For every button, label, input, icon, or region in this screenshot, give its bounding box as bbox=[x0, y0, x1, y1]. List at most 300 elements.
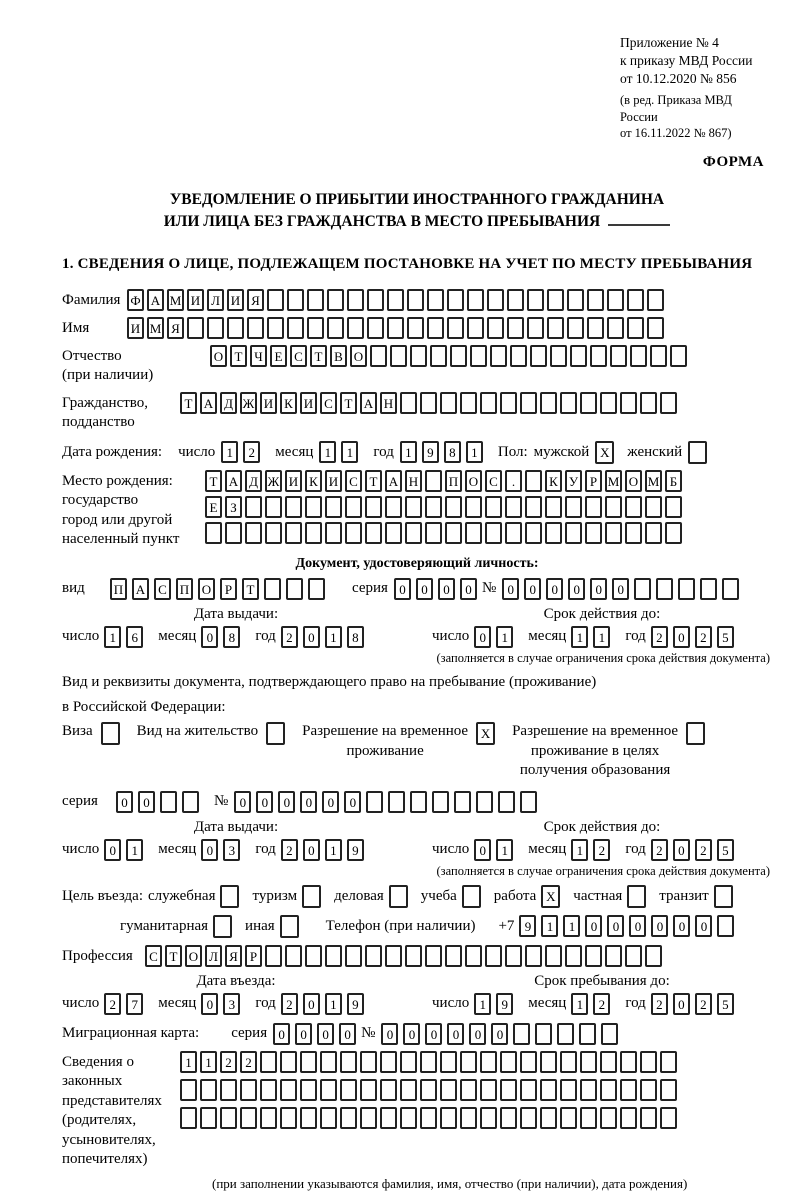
char-cell[interactable] bbox=[420, 1051, 437, 1073]
char-cell[interactable] bbox=[207, 317, 224, 339]
entry-month-cells[interactable] bbox=[201, 993, 245, 1015]
char-cell[interactable]: 1 bbox=[474, 993, 491, 1015]
char-cell[interactable] bbox=[460, 392, 477, 414]
char-cell[interactable] bbox=[220, 1079, 237, 1101]
char-cell[interactable]: Ж bbox=[240, 392, 257, 414]
char-cell[interactable] bbox=[240, 1107, 257, 1129]
char-cell[interactable]: 7 bbox=[126, 993, 143, 1015]
char-cell[interactable]: К bbox=[305, 470, 322, 492]
char-cell[interactable] bbox=[200, 1107, 217, 1129]
char-cell[interactable] bbox=[265, 522, 282, 544]
char-cell[interactable]: 0 bbox=[322, 791, 339, 813]
char-cell[interactable]: Ч bbox=[250, 345, 267, 367]
char-cell[interactable]: 2 bbox=[281, 993, 298, 1015]
char-cell[interactable] bbox=[525, 945, 542, 967]
char-cell[interactable]: 0 bbox=[201, 839, 218, 861]
char-cell[interactable] bbox=[440, 1079, 457, 1101]
char-cell[interactable]: П bbox=[176, 578, 193, 600]
char-cell[interactable]: Ф bbox=[127, 289, 144, 311]
char-cell[interactable] bbox=[505, 945, 522, 967]
char-cell[interactable] bbox=[580, 1107, 597, 1129]
char-cell[interactable] bbox=[410, 345, 427, 367]
char-cell[interactable]: 2 bbox=[695, 993, 712, 1015]
char-cell[interactable] bbox=[430, 345, 447, 367]
char-cell[interactable] bbox=[660, 1051, 677, 1073]
char-cell[interactable] bbox=[678, 578, 695, 600]
char-cell[interactable] bbox=[580, 1079, 597, 1101]
char-cell[interactable]: 2 bbox=[593, 993, 610, 1015]
char-cell[interactable] bbox=[560, 392, 577, 414]
char-cell[interactable] bbox=[700, 578, 717, 600]
char-cell[interactable]: У bbox=[565, 470, 582, 492]
char-cell[interactable] bbox=[607, 317, 624, 339]
char-cell[interactable] bbox=[547, 289, 564, 311]
char-cell[interactable] bbox=[570, 345, 587, 367]
char-cell[interactable]: 0 bbox=[474, 626, 491, 648]
char-cell[interactable] bbox=[380, 1051, 397, 1073]
char-cell[interactable] bbox=[520, 392, 537, 414]
char-cell[interactable] bbox=[445, 945, 462, 967]
char-cell[interactable] bbox=[487, 317, 504, 339]
char-cell[interactable] bbox=[265, 496, 282, 518]
char-cell[interactable]: И bbox=[260, 392, 277, 414]
char-cell[interactable] bbox=[480, 392, 497, 414]
char-cell[interactable] bbox=[547, 317, 564, 339]
char-cell[interactable]: 2 bbox=[281, 839, 298, 861]
char-cell[interactable] bbox=[447, 289, 464, 311]
char-cell[interactable]: 0 bbox=[138, 791, 155, 813]
char-cell[interactable] bbox=[385, 945, 402, 967]
char-cell[interactable] bbox=[688, 441, 707, 464]
char-cell[interactable]: С bbox=[145, 945, 162, 967]
char-cell[interactable]: Т bbox=[165, 945, 182, 967]
char-cell[interactable] bbox=[640, 1107, 657, 1129]
representatives-line1[interactable] bbox=[180, 1051, 680, 1073]
char-cell[interactable] bbox=[360, 1079, 377, 1101]
char-cell[interactable]: 0 bbox=[317, 1023, 334, 1045]
char-cell[interactable] bbox=[660, 392, 677, 414]
stay-year-cells[interactable] bbox=[651, 993, 739, 1015]
char-cell[interactable] bbox=[366, 791, 383, 813]
char-cell[interactable] bbox=[580, 392, 597, 414]
char-cell[interactable] bbox=[460, 1107, 477, 1129]
char-cell[interactable] bbox=[305, 496, 322, 518]
char-cell[interactable]: 0 bbox=[590, 578, 607, 600]
char-cell[interactable] bbox=[325, 945, 342, 967]
char-cell[interactable]: 0 bbox=[234, 791, 251, 813]
char-cell[interactable] bbox=[647, 317, 664, 339]
char-cell[interactable]: Б bbox=[665, 470, 682, 492]
char-cell[interactable]: И bbox=[325, 470, 342, 492]
char-cell[interactable] bbox=[440, 1051, 457, 1073]
char-cell[interactable]: Т bbox=[230, 345, 247, 367]
char-cell[interactable]: С bbox=[154, 578, 171, 600]
char-cell[interactable] bbox=[445, 496, 462, 518]
char-cell[interactable] bbox=[535, 1023, 552, 1045]
char-cell[interactable] bbox=[440, 392, 457, 414]
char-cell[interactable] bbox=[180, 1079, 197, 1101]
migration-number-cells[interactable] bbox=[381, 1023, 623, 1045]
issue-month-cells[interactable] bbox=[201, 839, 245, 861]
char-cell[interactable] bbox=[565, 496, 582, 518]
char-cell[interactable]: 1 bbox=[571, 993, 588, 1015]
char-cell[interactable]: 1 bbox=[180, 1051, 197, 1073]
char-cell[interactable] bbox=[500, 1079, 517, 1101]
char-cell[interactable]: Н bbox=[405, 470, 422, 492]
char-cell[interactable]: 0 bbox=[300, 791, 317, 813]
char-cell[interactable] bbox=[420, 1107, 437, 1129]
char-cell[interactable] bbox=[302, 885, 321, 908]
char-cell[interactable] bbox=[670, 345, 687, 367]
char-cell[interactable] bbox=[388, 791, 405, 813]
char-cell[interactable]: О bbox=[185, 945, 202, 967]
char-cell[interactable] bbox=[287, 317, 304, 339]
char-cell[interactable] bbox=[447, 317, 464, 339]
char-cell[interactable] bbox=[380, 1107, 397, 1129]
char-cell[interactable]: М bbox=[605, 470, 622, 492]
char-cell[interactable]: О bbox=[210, 345, 227, 367]
char-cell[interactable] bbox=[280, 1107, 297, 1129]
char-cell[interactable] bbox=[347, 289, 364, 311]
char-cell[interactable] bbox=[405, 496, 422, 518]
char-cell[interactable]: 1 bbox=[319, 441, 336, 463]
char-cell[interactable]: 9 bbox=[519, 915, 536, 937]
char-cell[interactable]: А bbox=[200, 392, 217, 414]
char-cell[interactable]: 5 bbox=[717, 839, 734, 861]
char-cell[interactable] bbox=[527, 317, 544, 339]
char-cell[interactable] bbox=[640, 392, 657, 414]
char-cell[interactable] bbox=[500, 1051, 517, 1073]
char-cell[interactable] bbox=[498, 791, 515, 813]
char-cell[interactable] bbox=[260, 1107, 277, 1129]
char-cell[interactable] bbox=[585, 522, 602, 544]
char-cell[interactable] bbox=[605, 496, 622, 518]
char-cell[interactable] bbox=[620, 1107, 637, 1129]
char-cell[interactable] bbox=[465, 496, 482, 518]
char-cell[interactable] bbox=[425, 470, 442, 492]
char-cell[interactable] bbox=[400, 1079, 417, 1101]
char-cell[interactable]: 2 bbox=[651, 839, 668, 861]
char-cell[interactable]: Т bbox=[205, 470, 222, 492]
char-cell[interactable]: 0 bbox=[673, 993, 690, 1015]
char-cell[interactable] bbox=[285, 522, 302, 544]
char-cell[interactable]: А bbox=[360, 392, 377, 414]
char-cell[interactable]: 0 bbox=[524, 578, 541, 600]
expiry-year-cells[interactable] bbox=[651, 839, 739, 861]
residence-number-cells[interactable] bbox=[234, 791, 542, 813]
entry-day-cells[interactable] bbox=[104, 993, 148, 1015]
char-cell[interactable]: 2 bbox=[281, 626, 298, 648]
char-cell[interactable] bbox=[485, 522, 502, 544]
char-cell[interactable]: 2 bbox=[243, 441, 260, 463]
char-cell[interactable] bbox=[454, 791, 471, 813]
char-cell[interactable]: 2 bbox=[651, 626, 668, 648]
char-cell[interactable]: Л bbox=[207, 289, 224, 311]
char-cell[interactable] bbox=[665, 496, 682, 518]
char-cell[interactable]: 0 bbox=[546, 578, 563, 600]
char-cell[interactable] bbox=[507, 289, 524, 311]
char-cell[interactable]: З bbox=[225, 496, 242, 518]
char-cell[interactable]: 2 bbox=[651, 993, 668, 1015]
char-cell[interactable] bbox=[540, 1107, 557, 1129]
char-cell[interactable] bbox=[360, 1107, 377, 1129]
char-cell[interactable] bbox=[620, 1051, 637, 1073]
char-cell[interactable]: 6 bbox=[126, 626, 143, 648]
char-cell[interactable]: Т bbox=[310, 345, 327, 367]
char-cell[interactable]: 0 bbox=[568, 578, 585, 600]
char-cell[interactable] bbox=[560, 1051, 577, 1073]
char-cell[interactable] bbox=[227, 317, 244, 339]
expiry-month-cells[interactable] bbox=[571, 626, 615, 648]
surname-cells[interactable] bbox=[127, 289, 667, 311]
char-cell[interactable]: Е bbox=[205, 496, 222, 518]
char-cell[interactable] bbox=[347, 317, 364, 339]
char-cell[interactable] bbox=[285, 496, 302, 518]
char-cell[interactable] bbox=[465, 522, 482, 544]
char-cell[interactable]: 2 bbox=[695, 626, 712, 648]
doc-series-cells[interactable] bbox=[394, 578, 482, 600]
doc-number-cells[interactable] bbox=[502, 578, 744, 600]
char-cell[interactable] bbox=[220, 1107, 237, 1129]
char-cell[interactable] bbox=[630, 345, 647, 367]
char-cell[interactable] bbox=[600, 1079, 617, 1101]
char-cell[interactable] bbox=[407, 289, 424, 311]
char-cell[interactable] bbox=[385, 496, 402, 518]
representatives-line2[interactable] bbox=[180, 1079, 680, 1101]
char-cell[interactable] bbox=[585, 945, 602, 967]
char-cell[interactable] bbox=[460, 1079, 477, 1101]
char-cell[interactable]: X bbox=[476, 722, 495, 745]
char-cell[interactable]: 1 bbox=[325, 839, 342, 861]
char-cell[interactable] bbox=[245, 496, 262, 518]
char-cell[interactable] bbox=[307, 317, 324, 339]
visa-checkbox[interactable] bbox=[101, 722, 123, 745]
char-cell[interactable]: 0 bbox=[695, 915, 712, 937]
male-checkbox[interactable] bbox=[595, 441, 617, 464]
char-cell[interactable] bbox=[490, 345, 507, 367]
purpose-official-checkbox[interactable] bbox=[220, 885, 242, 908]
char-cell[interactable]: И bbox=[127, 317, 144, 339]
char-cell[interactable] bbox=[160, 791, 177, 813]
char-cell[interactable] bbox=[260, 1079, 277, 1101]
char-cell[interactable] bbox=[627, 289, 644, 311]
char-cell[interactable] bbox=[325, 522, 342, 544]
char-cell[interactable] bbox=[320, 1079, 337, 1101]
char-cell[interactable] bbox=[520, 1107, 537, 1129]
char-cell[interactable] bbox=[525, 496, 542, 518]
char-cell[interactable]: 0 bbox=[460, 578, 477, 600]
char-cell[interactable] bbox=[507, 317, 524, 339]
char-cell[interactable] bbox=[540, 1079, 557, 1101]
char-cell[interactable] bbox=[367, 289, 384, 311]
char-cell[interactable] bbox=[387, 289, 404, 311]
char-cell[interactable]: 1 bbox=[496, 626, 513, 648]
char-cell[interactable]: 1 bbox=[200, 1051, 217, 1073]
char-cell[interactable] bbox=[545, 945, 562, 967]
char-cell[interactable]: 1 bbox=[571, 626, 588, 648]
residence-permit-checkbox[interactable] bbox=[266, 722, 288, 745]
char-cell[interactable] bbox=[600, 1051, 617, 1073]
char-cell[interactable] bbox=[340, 1107, 357, 1129]
char-cell[interactable] bbox=[287, 289, 304, 311]
char-cell[interactable] bbox=[590, 345, 607, 367]
char-cell[interactable] bbox=[560, 1107, 577, 1129]
expiry-year-cells[interactable] bbox=[651, 626, 739, 648]
char-cell[interactable] bbox=[585, 496, 602, 518]
char-cell[interactable]: 1 bbox=[325, 626, 342, 648]
char-cell[interactable] bbox=[365, 496, 382, 518]
char-cell[interactable]: 0 bbox=[673, 915, 690, 937]
char-cell[interactable] bbox=[267, 317, 284, 339]
char-cell[interactable]: 1 bbox=[104, 626, 121, 648]
char-cell[interactable]: 0 bbox=[394, 578, 411, 600]
char-cell[interactable]: 0 bbox=[116, 791, 133, 813]
char-cell[interactable] bbox=[400, 1051, 417, 1073]
char-cell[interactable] bbox=[286, 578, 303, 600]
char-cell[interactable] bbox=[627, 317, 644, 339]
char-cell[interactable] bbox=[513, 1023, 530, 1045]
char-cell[interactable] bbox=[300, 1051, 317, 1073]
char-cell[interactable] bbox=[327, 289, 344, 311]
char-cell[interactable] bbox=[550, 345, 567, 367]
char-cell[interactable] bbox=[280, 915, 299, 938]
char-cell[interactable] bbox=[647, 289, 664, 311]
char-cell[interactable] bbox=[400, 1107, 417, 1129]
issue-month-cells[interactable] bbox=[201, 626, 245, 648]
birth-day-cells[interactable] bbox=[221, 441, 265, 463]
char-cell[interactable]: О bbox=[625, 470, 642, 492]
char-cell[interactable] bbox=[520, 791, 537, 813]
char-cell[interactable] bbox=[714, 885, 733, 908]
stay-day-cells[interactable] bbox=[474, 993, 518, 1015]
char-cell[interactable]: 0 bbox=[585, 915, 602, 937]
char-cell[interactable]: О bbox=[350, 345, 367, 367]
char-cell[interactable]: 2 bbox=[695, 839, 712, 861]
char-cell[interactable]: 3 bbox=[223, 839, 240, 861]
char-cell[interactable] bbox=[385, 522, 402, 544]
char-cell[interactable]: 0 bbox=[381, 1023, 398, 1045]
expiry-day-cells[interactable] bbox=[474, 839, 518, 861]
char-cell[interactable]: Я bbox=[225, 945, 242, 967]
char-cell[interactable] bbox=[660, 1079, 677, 1101]
char-cell[interactable]: Я bbox=[247, 289, 264, 311]
char-cell[interactable] bbox=[601, 1023, 618, 1045]
char-cell[interactable]: 0 bbox=[201, 993, 218, 1015]
char-cell[interactable] bbox=[425, 496, 442, 518]
char-cell[interactable]: М bbox=[645, 470, 662, 492]
char-cell[interactable]: 1 bbox=[563, 915, 580, 937]
char-cell[interactable] bbox=[327, 317, 344, 339]
char-cell[interactable] bbox=[480, 1079, 497, 1101]
char-cell[interactable]: 9 bbox=[347, 993, 364, 1015]
char-cell[interactable]: А bbox=[385, 470, 402, 492]
birth-year-cells[interactable] bbox=[400, 441, 488, 463]
char-cell[interactable] bbox=[325, 496, 342, 518]
issue-day-cells[interactable] bbox=[104, 626, 148, 648]
char-cell[interactable] bbox=[587, 289, 604, 311]
char-cell[interactable]: Ж bbox=[265, 470, 282, 492]
char-cell[interactable]: 0 bbox=[425, 1023, 442, 1045]
char-cell[interactable] bbox=[345, 496, 362, 518]
char-cell[interactable] bbox=[717, 915, 734, 937]
char-cell[interactable] bbox=[320, 1051, 337, 1073]
char-cell[interactable] bbox=[445, 522, 462, 544]
char-cell[interactable] bbox=[440, 1107, 457, 1129]
char-cell[interactable] bbox=[607, 289, 624, 311]
char-cell[interactable]: Д bbox=[245, 470, 262, 492]
char-cell[interactable] bbox=[340, 1051, 357, 1073]
char-cell[interactable] bbox=[427, 317, 444, 339]
char-cell[interactable] bbox=[465, 945, 482, 967]
char-cell[interactable] bbox=[567, 289, 584, 311]
birth-place-line3[interactable] bbox=[205, 522, 685, 544]
char-cell[interactable]: 1 bbox=[400, 441, 417, 463]
char-cell[interactable]: П bbox=[110, 578, 127, 600]
char-cell[interactable] bbox=[407, 317, 424, 339]
char-cell[interactable] bbox=[640, 1051, 657, 1073]
char-cell[interactable]: 5 bbox=[717, 626, 734, 648]
char-cell[interactable]: 0 bbox=[344, 791, 361, 813]
char-cell[interactable] bbox=[389, 885, 408, 908]
char-cell[interactable]: 0 bbox=[416, 578, 433, 600]
char-cell[interactable] bbox=[587, 317, 604, 339]
char-cell[interactable]: 0 bbox=[474, 839, 491, 861]
char-cell[interactable] bbox=[487, 289, 504, 311]
char-cell[interactable] bbox=[462, 885, 481, 908]
char-cell[interactable]: 0 bbox=[447, 1023, 464, 1045]
char-cell[interactable] bbox=[307, 289, 324, 311]
char-cell[interactable] bbox=[620, 392, 637, 414]
birth-place-line2[interactable] bbox=[205, 496, 685, 518]
char-cell[interactable] bbox=[460, 1051, 477, 1073]
char-cell[interactable]: 0 bbox=[303, 839, 320, 861]
char-cell[interactable] bbox=[686, 722, 705, 745]
char-cell[interactable] bbox=[540, 1051, 557, 1073]
char-cell[interactable] bbox=[213, 915, 232, 938]
char-cell[interactable]: О bbox=[465, 470, 482, 492]
char-cell[interactable] bbox=[605, 522, 622, 544]
char-cell[interactable] bbox=[405, 945, 422, 967]
char-cell[interactable]: 9 bbox=[347, 839, 364, 861]
char-cell[interactable]: 0 bbox=[295, 1023, 312, 1045]
char-cell[interactable] bbox=[345, 522, 362, 544]
issue-year-cells[interactable] bbox=[281, 839, 369, 861]
char-cell[interactable]: Р bbox=[245, 945, 262, 967]
char-cell[interactable]: Р bbox=[585, 470, 602, 492]
char-cell[interactable]: 0 bbox=[438, 578, 455, 600]
char-cell[interactable] bbox=[565, 945, 582, 967]
char-cell[interactable]: 0 bbox=[403, 1023, 420, 1045]
char-cell[interactable]: А bbox=[225, 470, 242, 492]
char-cell[interactable]: 1 bbox=[593, 626, 610, 648]
char-cell[interactable] bbox=[722, 578, 739, 600]
char-cell[interactable]: 2 bbox=[240, 1051, 257, 1073]
char-cell[interactable] bbox=[540, 392, 557, 414]
char-cell[interactable] bbox=[180, 1107, 197, 1129]
char-cell[interactable] bbox=[370, 345, 387, 367]
char-cell[interactable]: Р bbox=[220, 578, 237, 600]
char-cell[interactable] bbox=[380, 1079, 397, 1101]
char-cell[interactable] bbox=[308, 578, 325, 600]
purpose-other-checkbox[interactable] bbox=[280, 915, 302, 938]
phone-cells[interactable] bbox=[519, 915, 739, 937]
char-cell[interactable] bbox=[182, 791, 199, 813]
char-cell[interactable] bbox=[665, 522, 682, 544]
char-cell[interactable]: С bbox=[485, 470, 502, 492]
char-cell[interactable]: 9 bbox=[422, 441, 439, 463]
char-cell[interactable] bbox=[400, 392, 417, 414]
char-cell[interactable] bbox=[387, 317, 404, 339]
